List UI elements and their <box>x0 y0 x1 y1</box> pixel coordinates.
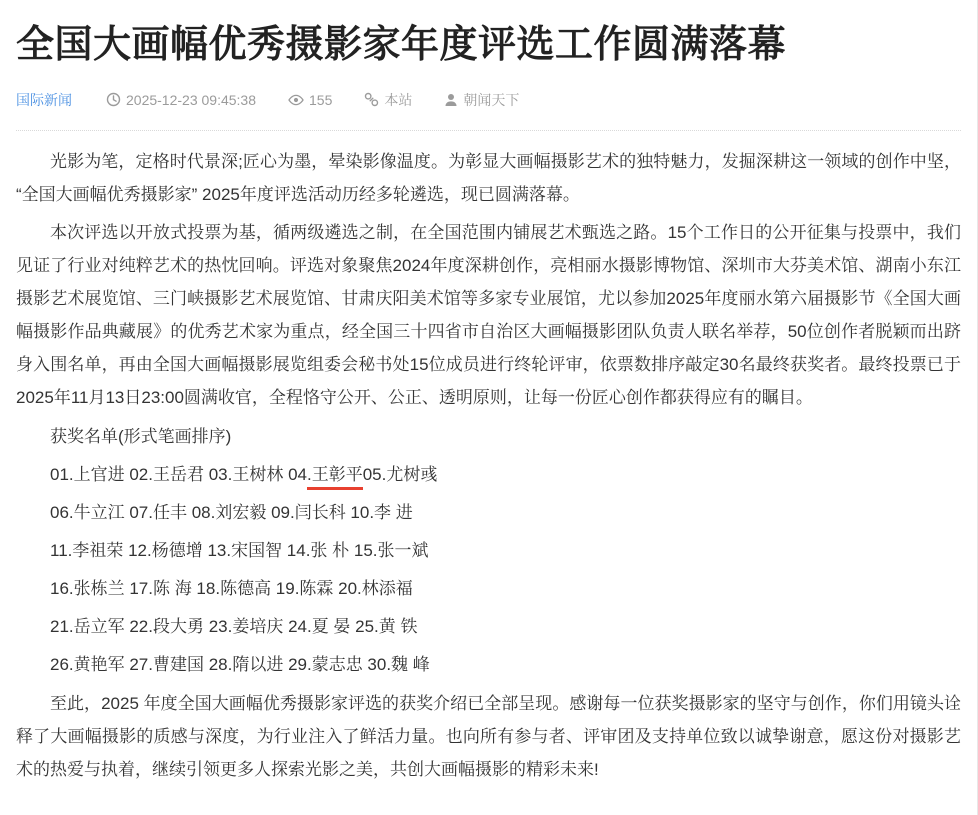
dotted-divider <box>16 130 961 131</box>
article-body <box>16 145 961 787</box>
winners-row-1-after: 05.尤树彧 <box>362 464 438 484</box>
paragraph-process: 本次评选以开放式投票为基，循两级遴选之制，在全国范围内铺展艺术甄选之路。15个工作日的公开征集与投票中，我们见证了行业对纯粹艺术的热忱回响。评选对象聚焦2024年度深耕创作，亮相丽水摄影博物馆、深圳市大芬美术馆、湖南小东江摄影艺术展览馆、三门峡摄影艺术展览馆、甘肃庆阳美术馆等多家专业展馆，尤以参加2025年度丽水第六届摄影节《全国大画幅摄影作品典藏展》的优秀艺术家为重点，经全国三十四省市自治区大画幅摄影团队负责人联名举荐，50位创作者脱颖而出跻身入围名单，再由全国大画幅摄影展览组委会秘书处15位成员进行终轮评审，依票数排序敲定30名最终获奖者。最终投票已于2025年11月13日23:00圆满收官，全程恪守公开、公正、透明原则，让每一份匠心创作都获得应有的瞩目。 <box>16 222 961 408</box>
winners-row-4: 16.张栋兰 17.陈 海 18.陈德高 19.陈霖 20.林添福 <box>50 579 413 599</box>
paragraph-intro: 光影为笔，定格时代景深;匠心为墨，晕染影像温度。为彰显大画幅摄影艺术的独特魅力，发掘深耕这一领域的创作中坚，“全国大画幅优秀摄影家” 2025年度评选活动历经多轮遴选，现已圆满落幕。 <box>16 151 961 204</box>
category-link[interactable]: 国际新闻 <box>16 91 72 108</box>
winners-row-3: 11.李祖荣 12.杨德增 13.宋国智 14.张 朴 15.张一斌 <box>50 541 429 561</box>
source-site <box>364 90 412 110</box>
paragraph-closing: 至此，2025 年度全国大画幅优秀摄影家评选的获奖介绍已全部呈现。感谢每一位获奖摄影家的坚守与创作，你们用镜头诠释了大画幅摄影的质感与深度，为行业注入了鲜活力量。也向所有参与者、评审团及支持单位致以诚挚谢意，愿这份对摄影艺术的热爱与执着，继续引领更多人探索光影之美，共创大画幅摄影的精彩未来! <box>16 693 961 779</box>
publish-time-text: 2025-12-23 09:45:38 <box>126 91 256 108</box>
clock-icon <box>106 92 126 107</box>
winners-row-6: 26.黄艳军 27.曹建国 28.隋以进 29.蒙志忠 30.魏 峰 <box>50 655 430 675</box>
view-count-text: 155 <box>309 91 333 108</box>
winners-row-1 <box>16 458 961 491</box>
winners-row-1-before: 01.上官进 02.王岳君 03.王树林 04 <box>50 464 307 484</box>
winners-list-header: 获奖名单(形式笔画排序) <box>50 426 232 446</box>
author-text: 朝闻天下 <box>463 91 520 108</box>
highlighted-winner: .王彰平 <box>307 465 363 490</box>
author <box>444 90 519 110</box>
winners-row-5: 21.岳立军 22.段大勇 23.姜培庆 24.夏 晏 25.黄 铁 <box>50 617 418 637</box>
article-title: 全国大画幅优秀摄影家年度评选工作圆满落幕 <box>16 24 787 66</box>
view-count <box>288 92 332 108</box>
publish-time <box>106 92 256 108</box>
winners-row-2: 06.牛立江 07.任丰 08.刘宏毅 09.闫长科 10.李 进 <box>50 502 413 522</box>
user-icon <box>444 93 463 107</box>
link-icon <box>364 92 384 107</box>
article-meta-bar <box>16 90 961 110</box>
eye-icon <box>288 94 309 106</box>
source-site-text: 本站 <box>384 91 413 108</box>
